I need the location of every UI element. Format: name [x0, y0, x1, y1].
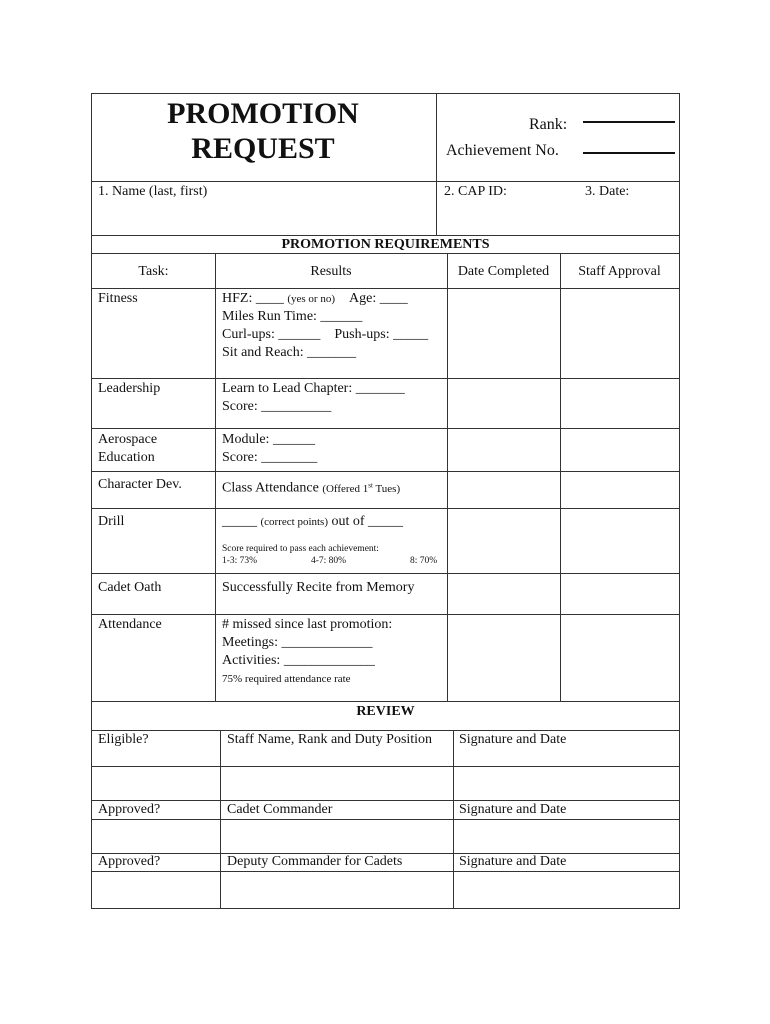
cadet-commander-signature-field[interactable]: [454, 820, 678, 852]
promotion-request-form: [91, 93, 680, 909]
missed-label: # missed since last promotion:: [222, 617, 393, 632]
name-label: 1. Name (last, first): [98, 184, 208, 199]
title-line2: REQUEST: [191, 132, 335, 165]
out-of-field[interactable]: out of _____: [331, 514, 404, 529]
hfz-note: (yes or no): [287, 293, 335, 305]
requirements-heading: PROMOTION REQUIREMENTS: [281, 237, 490, 252]
signature-date-header: Signature and Date: [459, 732, 567, 747]
offered-note: (Offered 1st Tues): [322, 481, 401, 495]
header-divider: [436, 94, 437, 181]
achievement-field[interactable]: [583, 152, 675, 154]
divider: [92, 181, 679, 182]
task-character-dev: Character Dev.: [98, 477, 182, 492]
attendance-note: 75% required attendance rate: [222, 673, 351, 685]
oath-text: Successfully Recite from Memory: [222, 580, 415, 595]
correct-points-note: (correct points): [260, 516, 328, 528]
divider: [92, 288, 679, 289]
divider: [560, 253, 561, 701]
curlups-field[interactable]: Curl-ups: ______: [222, 327, 321, 342]
cadet-commander-label: Cadet Commander: [227, 802, 333, 817]
task-fitness: Fitness: [98, 291, 138, 306]
deputy-commander-signature-field[interactable]: [454, 872, 678, 906]
cap-id-label: 2. CAP ID:: [444, 184, 507, 199]
req-8: 8: 70%: [410, 556, 438, 566]
drill-points-field[interactable]: _____: [222, 514, 257, 529]
approved-label: Approved?: [98, 802, 161, 817]
task-aerospace-line1: Aerospace: [98, 432, 158, 447]
task-cadet-oath: Cadet Oath: [98, 580, 162, 595]
age-field[interactable]: Age: ____: [349, 291, 408, 306]
divider: [447, 253, 448, 701]
col-staff-header: Staff Approval: [578, 264, 661, 279]
signature-date-header: Signature and Date: [459, 854, 567, 869]
activities-field[interactable]: Activities: _____________: [222, 653, 375, 668]
divider: [92, 253, 679, 254]
task-aerospace-line2: Education: [98, 450, 155, 465]
divider: [92, 614, 679, 615]
divider: [92, 573, 679, 574]
task-drill: Drill: [98, 514, 125, 529]
staff-name-field[interactable]: [221, 767, 452, 799]
divider: [92, 508, 679, 509]
task-attendance: Attendance: [98, 617, 162, 632]
meetings-field[interactable]: Meetings: _____________: [222, 635, 373, 650]
deputy-commander-label: Deputy Commander for Cadets: [227, 854, 403, 869]
staff-name-header: Staff Name, Rank and Duty Position: [227, 732, 433, 747]
score-required-text: Score required to pass each achievement:: [222, 544, 379, 554]
rank-field[interactable]: [583, 121, 675, 123]
pushups-field[interactable]: Push-ups: _____: [334, 327, 429, 342]
divider: [215, 253, 216, 701]
achievement-label: Achievement No.: [446, 142, 559, 159]
review-heading: REVIEW: [356, 704, 415, 719]
divider: [92, 701, 679, 702]
col-task-header: Task:: [138, 264, 169, 279]
approved-label: Approved?: [98, 854, 161, 869]
date-label: 3. Date:: [585, 184, 630, 199]
req-4-7: 4-7: 80%: [311, 556, 347, 566]
signature-date-header: Signature and Date: [459, 802, 567, 817]
divider: [436, 181, 437, 235]
title-line1: PROMOTION: [167, 97, 359, 130]
eligible-signature-field[interactable]: [454, 767, 678, 799]
divider: [92, 800, 679, 801]
divider: [92, 471, 679, 472]
divider: [92, 428, 679, 429]
learn-to-lead-field[interactable]: Learn to Lead Chapter: _______: [222, 381, 405, 396]
divider: [92, 378, 679, 379]
task-leadership: Leadership: [98, 381, 161, 396]
sit-reach-field[interactable]: Sit and Reach: _______: [222, 345, 357, 360]
aerospace-score-field[interactable]: Score: ________: [222, 450, 318, 465]
col-results-header: Results: [310, 264, 352, 279]
class-attendance-text: Class Attendance: [222, 480, 319, 496]
rank-label: Rank:: [529, 116, 568, 133]
hfz-field[interactable]: HFZ: ____: [222, 291, 284, 306]
req-1-3: 1-3: 73%: [222, 556, 258, 566]
col-date-header: Date Completed: [457, 264, 550, 279]
leadership-score-field[interactable]: Score: __________: [222, 399, 332, 414]
eligible-label: Eligible?: [98, 732, 149, 747]
miles-run-field[interactable]: Miles Run Time: ______: [222, 309, 363, 324]
module-field[interactable]: Module: ______: [222, 432, 315, 447]
